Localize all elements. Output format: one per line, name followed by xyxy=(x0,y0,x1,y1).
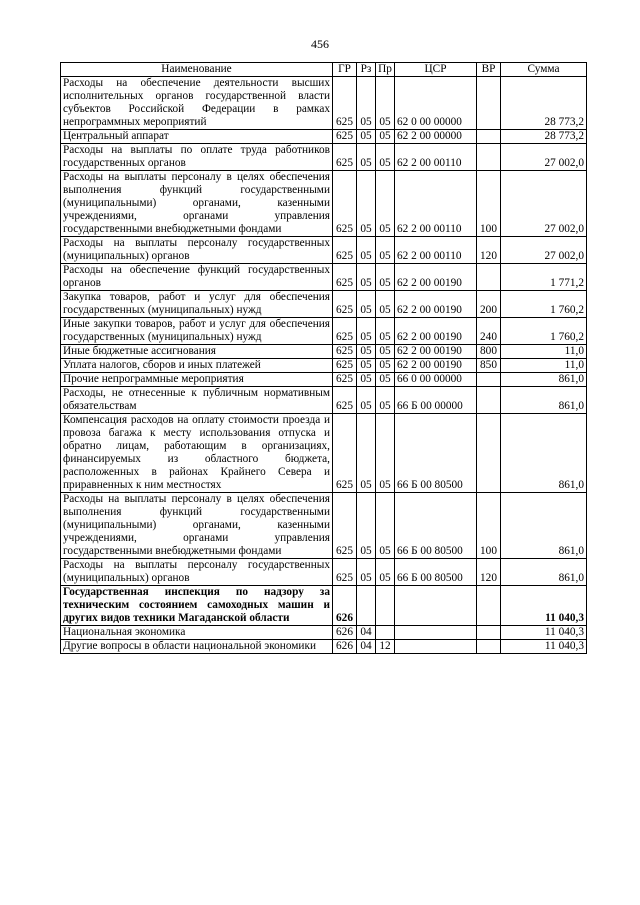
cell-sum: 27 002,0 xyxy=(501,144,587,171)
cell-gr: 625 xyxy=(333,318,357,345)
cell-csr xyxy=(395,626,477,640)
cell-sum: 11 040,3 xyxy=(501,626,587,640)
cell-rz xyxy=(357,586,376,626)
cell-sum: 28 773,2 xyxy=(501,77,587,130)
cell-vr: 100 xyxy=(477,171,501,237)
cell-sum: 27 002,0 xyxy=(501,237,587,264)
cell-pr: 05 xyxy=(376,318,395,345)
cell-gr: 625 xyxy=(333,291,357,318)
cell-sum: 28 773,2 xyxy=(501,130,587,144)
cell-rz: 05 xyxy=(357,359,376,373)
cell-vr xyxy=(477,387,501,414)
cell-pr: 05 xyxy=(376,264,395,291)
cell-rz: 05 xyxy=(357,264,376,291)
cell-sum: 11,0 xyxy=(501,359,587,373)
table-row xyxy=(61,237,587,264)
cell-csr: 62 2 00 00110 xyxy=(395,144,477,171)
cell-csr: 62 2 00 00190 xyxy=(395,359,477,373)
cell-vr xyxy=(477,626,501,640)
cell-pr: 05 xyxy=(376,359,395,373)
cell-vr: 100 xyxy=(477,493,501,559)
table-row xyxy=(61,387,587,414)
cell-csr: 66 Б 00 80500 xyxy=(395,559,477,586)
cell-rz: 04 xyxy=(357,640,376,654)
page-number: 456 xyxy=(311,37,329,51)
cell-csr: 62 2 00 00190 xyxy=(395,345,477,359)
table-row xyxy=(61,359,587,373)
cell-gr: 625 xyxy=(333,559,357,586)
cell-name: Прочие непрограммные мероприятия xyxy=(61,373,333,387)
cell-gr: 625 xyxy=(333,171,357,237)
table-row xyxy=(61,414,587,493)
cell-name: Расходы на выплаты персоналу государственных (муниципальных) органов xyxy=(61,559,333,586)
cell-rz: 04 xyxy=(357,626,376,640)
cell-gr: 625 xyxy=(333,130,357,144)
cell-pr: 05 xyxy=(376,291,395,318)
cell-csr: 66 Б 00 80500 xyxy=(395,493,477,559)
cell-csr: 62 2 00 00190 xyxy=(395,318,477,345)
cell-gr: 625 xyxy=(333,144,357,171)
cell-csr: 66 Б 00 00000 xyxy=(395,387,477,414)
cell-vr xyxy=(477,414,501,493)
cell-gr: 625 xyxy=(333,387,357,414)
cell-gr: 625 xyxy=(333,493,357,559)
cell-vr xyxy=(477,373,501,387)
cell-vr: 850 xyxy=(477,359,501,373)
header-sum: Сумма xyxy=(501,63,587,77)
cell-rz: 05 xyxy=(357,144,376,171)
cell-gr: 626 xyxy=(333,626,357,640)
cell-rz: 05 xyxy=(357,291,376,318)
cell-name: Расходы на выплаты персоналу в целях обеспечения выполнения функций государственными (муниципальными) органами, казенными учреждениями, органами управления государственными внебюджетными фондами xyxy=(61,493,333,559)
cell-csr: 62 2 00 00190 xyxy=(395,264,477,291)
cell-gr: 625 xyxy=(333,345,357,359)
cell-rz: 05 xyxy=(357,493,376,559)
cell-sum: 11 040,3 xyxy=(501,640,587,654)
cell-sum: 1 760,2 xyxy=(501,291,587,318)
cell-name: Государственная инспекция по надзору за техническим состоянием самоходных машин и других видов техники Магаданской области xyxy=(61,586,333,626)
cell-name: Компенсация расходов на оплату стоимости проезда и провоза багажа к месту использования отпуска и обратно лицам, работающим в организациях, финансируемых из областного бюджета, расположенных в районах Крайнего Севера и приравненных к ним местностях xyxy=(61,414,333,493)
cell-vr xyxy=(477,586,501,626)
cell-csr xyxy=(395,640,477,654)
cell-rz: 05 xyxy=(357,77,376,130)
cell-csr: 62 2 00 00110 xyxy=(395,237,477,264)
cell-pr: 05 xyxy=(376,414,395,493)
table-header-row xyxy=(61,63,587,77)
table-row xyxy=(61,264,587,291)
cell-pr xyxy=(376,626,395,640)
cell-gr: 626 xyxy=(333,586,357,626)
cell-pr: 05 xyxy=(376,373,395,387)
cell-sum: 11 040,3 xyxy=(501,586,587,626)
cell-rz: 05 xyxy=(357,171,376,237)
cell-rz: 05 xyxy=(357,559,376,586)
table-row xyxy=(61,586,587,626)
cell-name: Расходы на выплаты персоналу государственных (муниципальных) органов xyxy=(61,237,333,264)
cell-name: Другие вопросы в области национальной экономики xyxy=(61,640,333,654)
cell-rz: 05 xyxy=(357,345,376,359)
table-row xyxy=(61,77,587,130)
cell-pr: 05 xyxy=(376,493,395,559)
table-row xyxy=(61,291,587,318)
cell-rz: 05 xyxy=(357,414,376,493)
cell-name: Расходы на обеспечение функций государственных органов xyxy=(61,264,333,291)
cell-vr xyxy=(477,264,501,291)
cell-pr: 05 xyxy=(376,171,395,237)
cell-vr: 120 xyxy=(477,559,501,586)
cell-pr: 05 xyxy=(376,144,395,171)
cell-vr: 240 xyxy=(477,318,501,345)
cell-sum: 11,0 xyxy=(501,345,587,359)
cell-pr xyxy=(376,586,395,626)
cell-csr: 62 0 00 00000 xyxy=(395,77,477,130)
cell-vr: 120 xyxy=(477,237,501,264)
cell-name: Закупка товаров, работ и услуг для обеспечения государственных (муниципальных) нужд xyxy=(61,291,333,318)
cell-pr: 05 xyxy=(376,237,395,264)
cell-vr xyxy=(477,144,501,171)
cell-pr: 12 xyxy=(376,640,395,654)
table-row xyxy=(61,345,587,359)
cell-name: Расходы на выплаты по оплате труда работников государственных органов xyxy=(61,144,333,171)
cell-name: Расходы на выплаты персоналу в целях обеспечения выполнения функций государственными (муниципальными) органами, казенными учреждениями, органами управления государственными внебюджетными фондами xyxy=(61,171,333,237)
cell-gr: 625 xyxy=(333,77,357,130)
cell-gr: 625 xyxy=(333,359,357,373)
cell-name: Иные бюджетные ассигнования xyxy=(61,345,333,359)
table-row xyxy=(61,144,587,171)
cell-csr: 62 2 00 00190 xyxy=(395,291,477,318)
cell-sum: 861,0 xyxy=(501,493,587,559)
table-row xyxy=(61,559,587,586)
cell-vr: 800 xyxy=(477,345,501,359)
header-vr: ВР xyxy=(477,63,501,77)
cell-sum: 27 002,0 xyxy=(501,171,587,237)
header-gr: ГР xyxy=(333,63,357,77)
cell-name: Расходы, не отнесенные к публичным нормативным обязательствам xyxy=(61,387,333,414)
cell-gr: 625 xyxy=(333,414,357,493)
table-row xyxy=(61,373,587,387)
cell-rz: 05 xyxy=(357,237,376,264)
cell-name: Уплата налогов, сборов и иных платежей xyxy=(61,359,333,373)
cell-vr xyxy=(477,130,501,144)
cell-vr: 200 xyxy=(477,291,501,318)
budget-table xyxy=(60,62,587,654)
cell-pr: 05 xyxy=(376,387,395,414)
cell-gr: 625 xyxy=(333,373,357,387)
cell-pr: 05 xyxy=(376,130,395,144)
cell-vr xyxy=(477,640,501,654)
cell-csr: 66 0 00 00000 xyxy=(395,373,477,387)
table-body xyxy=(61,77,587,654)
cell-sum: 861,0 xyxy=(501,414,587,493)
cell-pr: 05 xyxy=(376,559,395,586)
cell-sum: 861,0 xyxy=(501,373,587,387)
cell-csr: 66 Б 00 80500 xyxy=(395,414,477,493)
cell-pr: 05 xyxy=(376,345,395,359)
table-row xyxy=(61,130,587,144)
cell-sum: 1 760,2 xyxy=(501,318,587,345)
header-name: Наименование xyxy=(61,63,333,77)
header-csr: ЦСР xyxy=(395,63,477,77)
table-row xyxy=(61,640,587,654)
cell-rz: 05 xyxy=(357,387,376,414)
cell-name: Национальная экономика xyxy=(61,626,333,640)
cell-sum: 861,0 xyxy=(501,559,587,586)
cell-rz: 05 xyxy=(357,318,376,345)
table-row xyxy=(61,318,587,345)
cell-csr xyxy=(395,586,477,626)
cell-sum: 861,0 xyxy=(501,387,587,414)
table-row xyxy=(61,493,587,559)
cell-name: Расходы на обеспечение деятельности высших исполнительных органов государственной власти субъектов Российской Федерации в рамках непрограммных мероприятий xyxy=(61,77,333,130)
cell-name: Иные закупки товаров, работ и услуг для обеспечения государственных (муниципальных) нужд xyxy=(61,318,333,345)
table-row xyxy=(61,171,587,237)
cell-pr: 05 xyxy=(376,77,395,130)
cell-gr: 625 xyxy=(333,264,357,291)
header-rz: Рз xyxy=(357,63,376,77)
table-row xyxy=(61,626,587,640)
cell-name: Центральный аппарат xyxy=(61,130,333,144)
cell-csr: 62 2 00 00110 xyxy=(395,171,477,237)
cell-rz: 05 xyxy=(357,130,376,144)
cell-rz: 05 xyxy=(357,373,376,387)
cell-csr: 62 2 00 00000 xyxy=(395,130,477,144)
header-pr: Пр xyxy=(376,63,395,77)
cell-gr: 625 xyxy=(333,237,357,264)
cell-sum: 1 771,2 xyxy=(501,264,587,291)
cell-vr xyxy=(477,77,501,130)
cell-gr: 626 xyxy=(333,640,357,654)
